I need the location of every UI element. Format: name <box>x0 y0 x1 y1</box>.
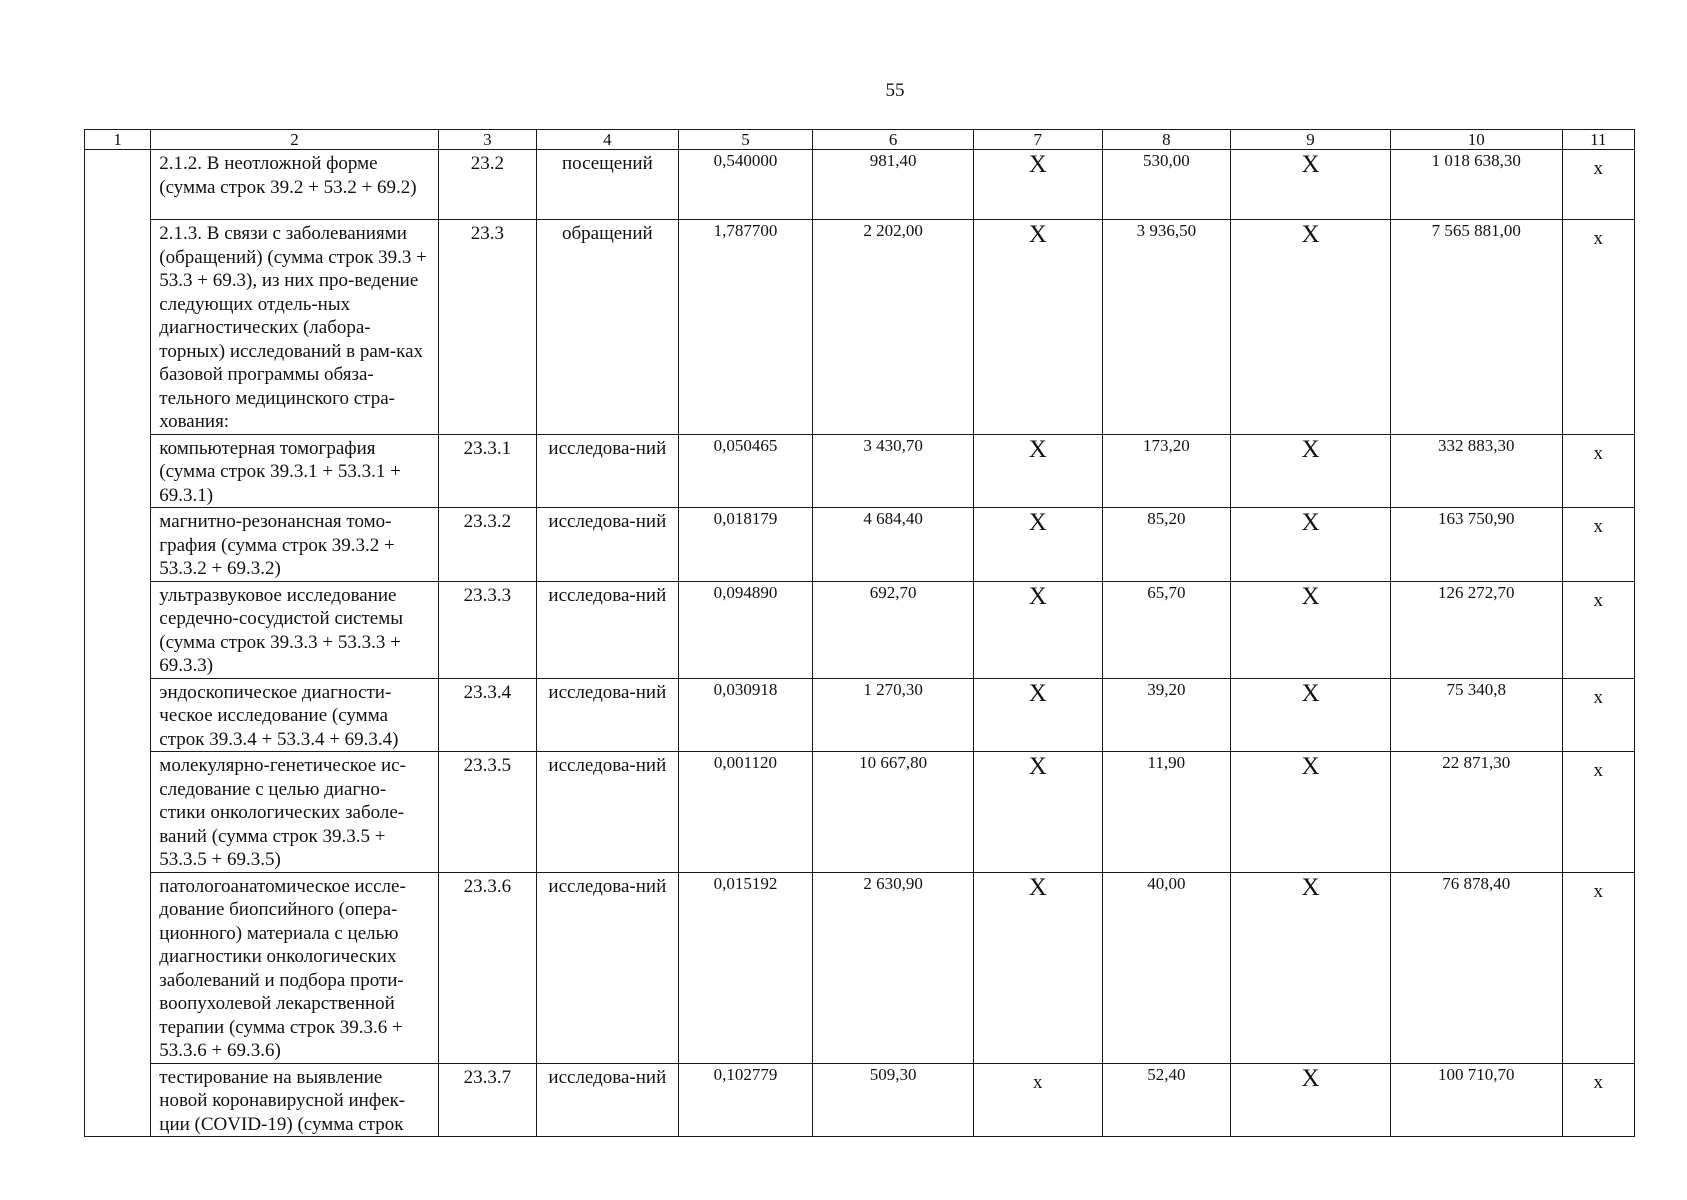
na-mark: х <box>1562 678 1634 752</box>
row-name: патологоанатомическое иссле-дование биопсийного (опера-ционного) материала с целью диагностики онкологических заболеваний и подбора проти-воопухолевой лекарственной терапии (сумма строк 39.3.6 + 53.3.6 + 69.3.6) <box>151 872 438 1063</box>
row-unit: исследова-ний <box>537 872 679 1063</box>
norm-value: 0,094890 <box>678 581 813 678</box>
norm-value: 0,018179 <box>678 508 813 582</box>
row-code: 23.3.7 <box>438 1063 536 1137</box>
row-code: 23.3.3 <box>438 581 536 678</box>
na-mark: Х <box>1231 581 1391 678</box>
row-code: 23.3.6 <box>438 872 536 1063</box>
cost-value: 4 684,40 <box>813 508 974 582</box>
na-mark: Х <box>973 150 1102 220</box>
row-unit: исследова-ний <box>537 508 679 582</box>
row-code: 23.2 <box>438 150 536 220</box>
na-mark: Х <box>973 434 1102 508</box>
per-capita-value: 40,00 <box>1102 872 1231 1063</box>
na-mark: Х <box>1231 1063 1391 1137</box>
table-row <box>85 872 1635 1063</box>
na-mark: х <box>1562 434 1634 508</box>
na-mark: х <box>973 1063 1102 1137</box>
row-name: 2.1.3. В связи с заболеваниями (обращений) (сумма строк 39.3 + 53.3 + 69.3), из них про-ведение следующих отдель-ных диагностических (лабора-торных) исследований в рам-ках базовой программы обяза-тельного медицинского стра-хования: <box>151 220 438 435</box>
total-value: 1 018 638,30 <box>1390 150 1562 220</box>
row-code: 23.3.5 <box>438 752 536 873</box>
na-mark: Х <box>973 508 1102 582</box>
row-unit: исследова-ний <box>537 678 679 752</box>
total-value: 7 565 881,00 <box>1390 220 1562 435</box>
column-number: 7 <box>973 130 1102 150</box>
per-capita-value: 85,20 <box>1102 508 1231 582</box>
column-number: 2 <box>151 130 438 150</box>
row-code: 23.3 <box>438 220 536 435</box>
na-mark: Х <box>1231 220 1391 435</box>
na-mark: х <box>1562 220 1634 435</box>
norm-value: 0,102779 <box>678 1063 813 1137</box>
table-row <box>85 434 1635 508</box>
row-unit: посещений <box>537 150 679 220</box>
total-value: 100 710,70 <box>1390 1063 1562 1137</box>
total-value: 126 272,70 <box>1390 581 1562 678</box>
norm-value: 0,015192 <box>678 872 813 1063</box>
row-name: молекулярно-генетическое ис-следование с целью диагно-стики онкологических заболе-ваний (сумма строк 39.3.5 + 53.3.5 + 69.3.5) <box>151 752 438 873</box>
table-row <box>85 150 1635 220</box>
row-name: 2.1.2. В неотложной форме (сумма строк 39.2 + 53.2 + 69.2) <box>151 150 438 220</box>
row-name: эндоскопическое диагности-ческое исследование (сумма строк 39.3.4 + 53.3.4 + 69.3.4) <box>151 678 438 752</box>
per-capita-value: 11,90 <box>1102 752 1231 873</box>
na-mark: х <box>1562 150 1634 220</box>
column-number: 6 <box>813 130 974 150</box>
na-mark: х <box>1562 508 1634 582</box>
norm-value: 0,540000 <box>678 150 813 220</box>
total-value: 76 878,40 <box>1390 872 1562 1063</box>
table-row <box>85 1063 1635 1137</box>
column-number: 3 <box>438 130 536 150</box>
na-mark: Х <box>973 752 1102 873</box>
cost-value: 2 202,00 <box>813 220 974 435</box>
na-mark: Х <box>973 872 1102 1063</box>
column-number: 10 <box>1390 130 1562 150</box>
column-number: 4 <box>537 130 679 150</box>
tariff-table <box>84 129 1635 1137</box>
column-number: 5 <box>678 130 813 150</box>
per-capita-value: 65,70 <box>1102 581 1231 678</box>
total-value: 22 871,30 <box>1390 752 1562 873</box>
na-mark: Х <box>973 581 1102 678</box>
na-mark: Х <box>1231 678 1391 752</box>
cost-value: 10 667,80 <box>813 752 974 873</box>
na-mark: х <box>1562 1063 1634 1137</box>
norm-value: 1,787700 <box>678 220 813 435</box>
table-row <box>85 581 1635 678</box>
row-name: ультразвуковое исследование сердечно-сосудистой системы (сумма строк 39.3.3 + 53.3.3 + 69.3.3) <box>151 581 438 678</box>
total-value: 163 750,90 <box>1390 508 1562 582</box>
row-code: 23.3.1 <box>438 434 536 508</box>
row-code: 23.3.4 <box>438 678 536 752</box>
row-unit: исследова-ний <box>537 752 679 873</box>
na-mark: Х <box>973 220 1102 435</box>
norm-value: 0,001120 <box>678 752 813 873</box>
row-code: 23.3.2 <box>438 508 536 582</box>
row-unit: исследова-ний <box>537 581 679 678</box>
column-number: 1 <box>85 130 151 150</box>
row-unit: исследова-ний <box>537 1063 679 1137</box>
table-row <box>85 508 1635 582</box>
cost-value: 2 630,90 <box>813 872 974 1063</box>
table-row <box>85 678 1635 752</box>
na-mark: Х <box>1231 434 1391 508</box>
row-unit: исследова-ний <box>537 434 679 508</box>
cost-value: 509,30 <box>813 1063 974 1137</box>
na-mark: Х <box>1231 150 1391 220</box>
table-row <box>85 752 1635 873</box>
cost-value: 692,70 <box>813 581 974 678</box>
per-capita-value: 530,00 <box>1102 150 1231 220</box>
column-number: 9 <box>1231 130 1391 150</box>
cost-value: 1 270,30 <box>813 678 974 752</box>
per-capita-value: 3 936,50 <box>1102 220 1231 435</box>
total-value: 75 340,8 <box>1390 678 1562 752</box>
na-mark: Х <box>973 678 1102 752</box>
cost-value: 981,40 <box>813 150 974 220</box>
per-capita-value: 52,40 <box>1102 1063 1231 1137</box>
column-number: 8 <box>1102 130 1231 150</box>
column-number-row <box>85 130 1635 150</box>
na-mark: Х <box>1231 752 1391 873</box>
row-name: тестирование на выявление новой коронавирусной инфек-ции (COVID-19) (сумма строк <box>151 1063 438 1137</box>
na-mark: х <box>1562 752 1634 873</box>
row-unit: обращений <box>537 220 679 435</box>
cost-value: 3 430,70 <box>813 434 974 508</box>
norm-value: 0,050465 <box>678 434 813 508</box>
total-value: 332 883,30 <box>1390 434 1562 508</box>
per-capita-value: 39,20 <box>1102 678 1231 752</box>
table-row <box>85 220 1635 435</box>
na-mark: Х <box>1231 872 1391 1063</box>
section-cell <box>85 150 151 1137</box>
row-name: магнитно-резонансная томо-графия (сумма строк 39.3.2 + 53.3.2 + 69.3.2) <box>151 508 438 582</box>
column-number: 11 <box>1562 130 1634 150</box>
page-number: 55 <box>885 80 905 101</box>
na-mark: х <box>1562 581 1634 678</box>
norm-value: 0,030918 <box>678 678 813 752</box>
row-name: компьютерная томография (сумма строк 39.3.1 + 53.3.1 + 69.3.1) <box>151 434 438 508</box>
na-mark: Х <box>1231 508 1391 582</box>
per-capita-value: 173,20 <box>1102 434 1231 508</box>
na-mark: х <box>1562 872 1634 1063</box>
